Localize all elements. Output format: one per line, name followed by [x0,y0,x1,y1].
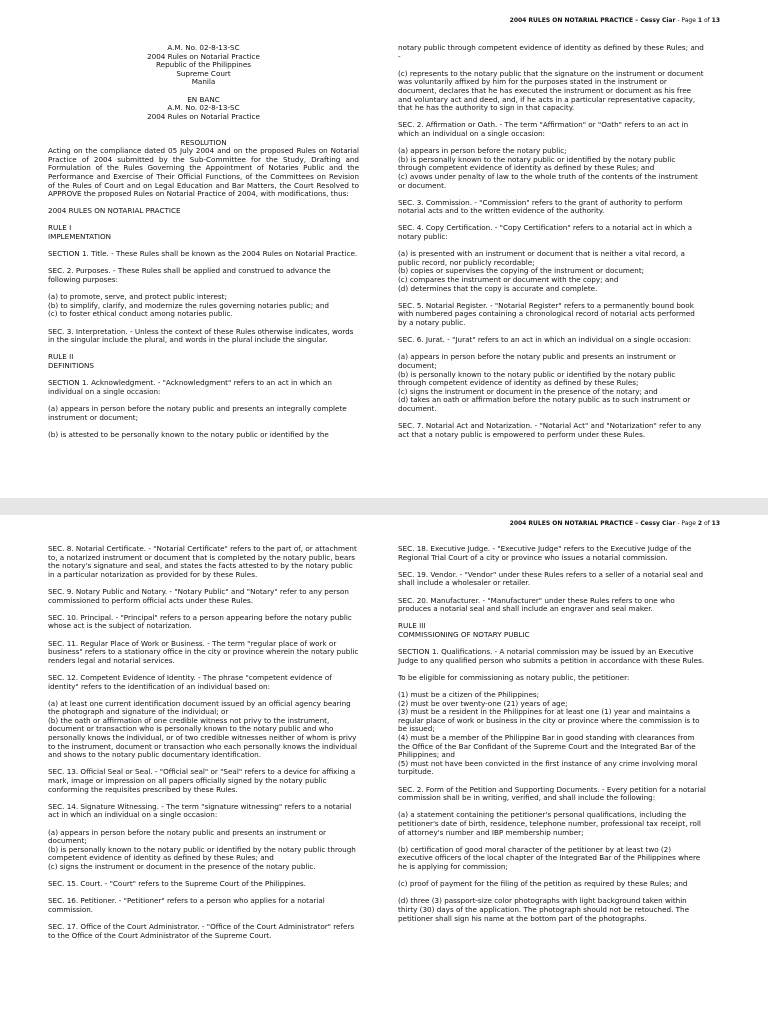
paragraph: (1) must be a citizen of the Philippines; [398,690,540,700]
header-page-total: 13 [711,17,720,24]
paragraph: SEC. 10. Principal. - "Principal" refers to a person appearing before the notary public whose act is the subject of notarization. [48,612,352,631]
paragraph: (b) is personally known to the notary public or identified by the notary public through competent evidence of identity as defined by these Rules; and [48,844,356,863]
paragraph: COMMISSIONING OF NOTARY PUBLIC [398,629,530,639]
header-title: 2004 RULES ON NOTARIAL PRACTICE – Cessy Ciar [509,17,676,24]
paragraph: (b) is personally known to the notary public or identified by the notary public through competent evidence of identity as defined by these Rules; [398,369,676,388]
paragraph: To be eligible for commissioning as notary public, the petitioner: [398,672,630,682]
paragraph: RESOLUTION [180,137,227,147]
paragraph: Republic of the Philippines [155,60,252,70]
paragraph: SEC. 15. Court. - "Court" refers to the Supreme Court of the Philippines. [48,879,306,889]
header-title: 2004 RULES ON NOTARIAL PRACTICE – Cessy Ciar [509,520,676,527]
paragraph: (b) certification of good moral character of the petitioner by at least two (2) executive officers of the local chapter of the Integrated Bar of the Philippines where he is applying for commission; [398,844,701,871]
paragraph: (a) appears in person before the notary public; [398,146,567,156]
paragraph: IMPLEMENTATION [48,232,112,242]
paragraph: SECTION 1. Acknowledgment. - "Acknowledgment" refers to an act in which an individual on a single occasion: [48,378,332,396]
paragraph: (2) must be over twenty-one (21) years of age; [398,698,568,708]
header-page-total: 13 [711,520,720,527]
paragraph: RULE I [48,223,72,233]
text-column-left [48,44,359,439]
paragraph: DEFINITIONS [48,360,94,370]
paragraph: 2004 Rules on Notarial Practice [147,51,260,61]
paragraph: SEC. 12. Competent Evidence of Identity. - The phrase "competent evidence of identity" refers to the identification of an individual based on: [48,672,332,691]
paragraph: A.M. No. 02-8-13-SC [167,103,240,113]
paragraph: (c) represents to the notary public that the signature on the instrument or document was voluntarily affixed by him for the purposes stated in the instrument or document, declares that he has executed the instrument or document as his free and voluntary act and deed, and, if he acts in a particular representative capacity, that he has the authority to sign in that capacity. [398,68,704,113]
paragraph: SEC. 9. Notary Public and Notary. - "Notary Public" and "Notary" refer to any person commissioned to perform official acts under these Rules. [48,586,349,605]
paragraph: EN BANC [187,94,220,104]
paragraph: (a) appears in person before the notary public and presents an integrally complete instrument or document; [48,403,347,422]
paragraph: SEC. 4. Copy Certification. - "Copy Certification" refers to a notarial act in which a notary public: [398,223,693,242]
paragraph: (a) appears in person before the notary public and presents an instrument or document; [48,827,326,846]
paragraph: SEC. 2. Affirmation or Oath. - The term "Affirmation" or "Oath" refers to an act in which an individual on a single occasion: [398,120,689,138]
paragraph: A.M. No. 02-8-13-SC [167,43,240,52]
paragraph: SEC. 3. Commission. - "Commission" refers to the grant of authority to perform notarial acts and to the written evidence of the authority. [398,197,683,216]
paragraph: (a) a statement containing the petitioner's personal qualifications, including the petitioner's date of birth, residence, telephone number, professional tax receipt, roll of attorney's number and IBP membership number; [398,810,701,837]
document-page-2 [0,515,768,1024]
paragraph: Manila [191,77,216,87]
paragraph: 2004 Rules on Notarial Practice [147,111,260,121]
paragraph: (c) signs the instrument or document in the presence of the notary; and [398,386,658,396]
paragraph: SEC. 16. Petitioner. - "Petitioner" refers to a person who applies for a notarial commission. [48,896,325,914]
document-page-1 [0,0,768,498]
paragraph: (b) copies or supervises the copying of the instrument or document; [398,266,645,276]
paragraph: (a) to promote, serve, and protect public interest; [48,292,227,302]
paragraph: SECTION 1. Qualifications. - A notarial commission may be issued by an Executive Judge to any qualified person who submits a petition in accordance with these Rules. [398,647,705,665]
paragraph: SEC. 2. Form of the Petition and Supporting Documents. - Every petition for a notarial commission shall be in writing, verified, and shall include the following: [398,784,706,803]
text-column-right [398,545,706,923]
paragraph: (d) takes an oath or affirmation before the notary public as to such instrument or document. [398,395,691,413]
paragraph: (c) signs the instrument or document in the presence of the notary public. [48,861,316,871]
paragraph: (d) determines that the copy is accurate and complete. [398,283,598,293]
paragraph: (a) at least one current identification document issued by an official agency bearing the photograph and signature of the individual; or [48,698,351,717]
paragraph: (3) must be a resident in the Philippines for at least one (1) year and maintains a regular place of work or business in the city or province where the commission is to be issued; [398,707,700,734]
paragraph: SEC. 11. Regular Place of Work or Business. - The term "regular place of work or business" refers to a stationary office in the city or province wherein the notary public renders legal and notarial services. [48,638,359,665]
paragraph: Supreme Court [176,68,231,78]
paragraph: SEC. 18. Executive Judge. - "Executive Judge" refers to the Executive Judge of the Regional Trial Court of a city or province who issues a notarial commission. [398,544,692,562]
paragraph: notary public through competent evidence of identity as defined by these Rules; and - [398,43,704,61]
paragraph: SEC. 8. Notarial Certificate. - "Notarial Certificate" refers to the part of, or attachment to, a notarized instrument or document that is completed by the notary public, bears the notary's signature and seal, and states the facts attested to by the notary public in a particular notarization as provided for by these Rules. [48,544,357,579]
paragraph-spacer [398,614,706,623]
paragraph: (c) avows under penalty of law to the whole truth of the contents of the instrument or document. [398,171,698,190]
paragraph: SEC. 20. Manufacturer. - "Manufacturer" under these Rules refers to one who produces a notarial seal and shall include an engraver and seal maker. [398,595,675,614]
paragraph: (a) is presented with an instrument or document that is neither a vital record, a public record, nor publicly recordable; [398,249,685,267]
page-separator [0,498,768,515]
text-column-right [398,44,704,439]
paragraph: (c) compares the instrument or document with the copy; and [398,275,619,285]
paragraph: (b) is attested to be personally known to the notary public or identified by the [48,429,329,439]
paragraph: SEC. 3. Interpretation. - Unless the context of these Rules otherwise indicates, words in the singular include the plural, and words in the plural include the singular. [48,326,354,345]
paragraph: SEC. 2. Purposes. - These Rules shall be applied and construed to advance the following purposes: [48,266,331,285]
paragraph: (b) to simplify, clarify, and modernize the rules governing notaries public; and [48,300,329,310]
paragraph-spacer [48,216,359,225]
running-header: 2004 RULES ON NOTARIAL PRACTICE – Cessy Ciar - Page 2 of 13 [509,520,720,527]
paragraph: SEC. 17. Office of the Court Administrator. - "Office of the Court Administrator" refers to the Office of the Court Administrator of the Supreme Court. [48,922,355,940]
header-page-number: 1 [697,17,703,24]
paragraph: SEC. 19. Vendor. - "Vendor" under these Rules refers to a seller of a notarial seal and shall include a wholesaler or retailer. [398,569,704,588]
paragraph: (a) appears in person before the notary public and presents an instrument or document; [398,352,676,370]
paragraph: (5) must not have been convicted in the first instance of any crime involving moral turpitude. [398,758,698,777]
paragraph-spacer [48,345,359,354]
paragraph: SEC. 5. Notarial Register. - "Notarial Register" refers to a permanently bound book with numbered pages containing a chronological record of notarial acts performed by a notary public. [398,300,695,327]
paragraph-spacer [48,121,359,130]
paragraph: (4) must be a member of the Philippine Bar in good standing with clearances from the Office of the Bar Confidant of the Supreme Court and the Integrated Bar of the Philippines; and [398,733,696,760]
paragraph: RULE III [398,621,426,631]
paragraph: RULE II [48,352,74,362]
paragraph: (d) three (3) passport-size color photographs with light background taken within thirty (30) days of the application. The photograph should not be retouched. The petitioner shall sign his name at the bottom part of the photographs. [398,896,690,923]
paragraph: SEC. 6. Jurat. - "Jurat" refers to an act in which an individual on a single occasion: [398,335,692,345]
running-header: 2004 RULES ON NOTARIAL PRACTICE – Cessy Ciar - Page 1 of 13 [509,17,720,24]
paragraph: SEC. 14. Signature Witnessing. - The term "signature witnessing" refers to a notarial act in which an individual on a single occasion: [48,801,352,820]
paragraph: Acting on the compliance dated 05 July 2004 and on the proposed Rules on Notarial Practice of 2004 submitted by the Sub-Committee for the Study, Drafting and Formulation of the Rules Governing the Appointment of Notaries Public and the Performance and Exercise of Their Official Functions, of the Committees on Revision of the Rules of Court and on Legal Education and Bar Matters, the Court Resolved to APPROVE the proposed Rules on Notarial Practice of 2004, with modifications, thus: [48,146,359,199]
paragraph: SEC. 13. Official Seal or Seal. - "Official seal" or "Seal" refers to a device for affixing a mark, image or impression on all papers officially signed by the notary public conforming the requisites prescribed by these Rules. [48,767,356,794]
paragraph: (c) proof of payment for the filing of the petition as required by these Rules; and [398,879,688,889]
paragraph: 2004 RULES ON NOTARIAL PRACTICE [48,206,181,216]
paragraph: SECTION 1. Title. - These Rules shall be known as the 2004 Rules on Notarial Practice. [48,249,358,259]
paragraph: SEC. 7. Notarial Act and Notarization. - "Notarial Act" and "Notarization" refer to any act that a notary public is empowered to perform under these Rules. [398,421,702,439]
paragraph: (b) is personally known to the notary public or identified by the notary public through competent evidence of identity as defined by these Rules; and [398,154,676,173]
text-column-left [48,545,359,940]
paragraph: (b) the oath or affirmation of one credible witness not privy to the instrument, document or transaction who is personally known to the notary public and who personally knows the individual, or of two credible witnesses neither of whom is privy to the instrument, document or transaction who each personally knows the individual and shows to the notary public documentary identification. [48,715,357,760]
paragraph: (c) to foster ethical conduct among notaries public. [48,309,233,319]
header-page-number: 2 [697,520,703,527]
